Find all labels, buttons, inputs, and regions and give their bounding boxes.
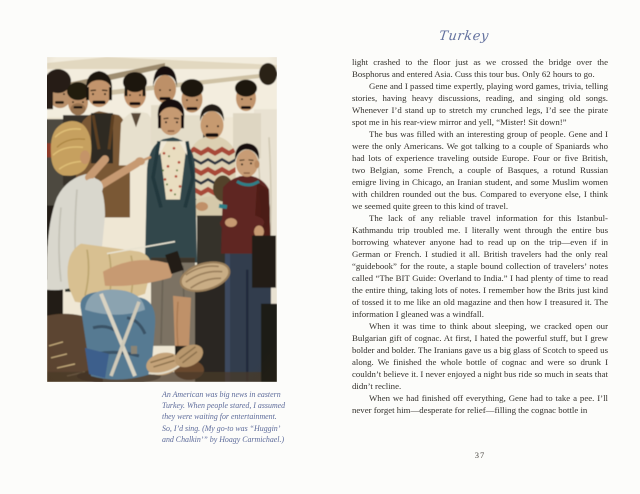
page-number: 37 (474, 450, 486, 460)
caption-line: An American was big news in eastern (162, 390, 281, 399)
paragraph-4: The lack of any reliable travel information for this Istanbul-Kathmandu trip troubled me. I literally went through the entire bus borrowing whatever anyone had to read up on the trip—even if in German or French. I studied it all. British travelers had the only real “guidebook” for the route, a staple bound collection of travelers’ notes called “The BIT Guide: Overland to India.” I had plenty of time to read the entire thing, taking lots of notes. I remember how the Brits just kind of tossed it to me like an old magazine and then how I treasured it. The information I gleaned was a windfall. (352, 213, 608, 319)
paragraph-1: light crashed to the floor just as we crossed the bridge over the Bosphorus and entered Asia. Cuss this tour bus. Only 62 hours to go. (352, 57, 608, 79)
chapter-header: Turkey (438, 29, 490, 44)
right-page (320, 0, 640, 494)
photo-caption (162, 389, 294, 445)
caption-line: and Chalkin’” by Hoagy Carmichael.) (162, 434, 285, 444)
caption-line: So, I’d sing. (My go-to was “Huggin’ (162, 423, 281, 433)
caption-line: they were waiting for entertainment. (162, 412, 277, 422)
body-text (352, 56, 608, 416)
travel-photo (47, 57, 277, 382)
paragraph-2: Gene and I passed time expertly, playing word games, trivia, telling stories, having heavy discussions, reading, and singing old songs. Whenever I’d stand up to stretch my crunched legs, I’d see the pirate spot me in his rear-view mirror and yell, “Mister! Sit down!” (352, 81, 608, 127)
paragraph-3: The bus was filled with an interesting group of people. Gene and I were the only Americans. We got talking to a couple of Spaniards who had lots of experience traveling outside Europe. Four or five British, two Belgian, some French, a couple of Basques, a rotund Russian emigre living in Chicago, an Iranian student, and some Muslim women with children rounded out the bus. Compared to everyone else, I think we seemed quite green to this kind of travel. (352, 129, 608, 211)
paragraph-5: When it was time to think about sleeping, we cracked open our Bulgarian gift of cognac. At first, I hated the powerful stuff, but I grew bolder and bolder. The Iranians gave us a big glass of Scotch to speed us along. We finished the whole bottle of cognac and were so drunk I couldn’t believe it. I never enjoyed a night bus ride so much in seats that didn’t recline. (352, 321, 608, 391)
travel-photo-illustration (47, 57, 277, 382)
caption-line: Turkey. When people stared, I assumed (162, 401, 286, 411)
paragraph-6: When we had finished off everything, Gene had to take a pee. I’ll never forget him—desperate for relief—filling the cognac bottle in (352, 393, 608, 415)
